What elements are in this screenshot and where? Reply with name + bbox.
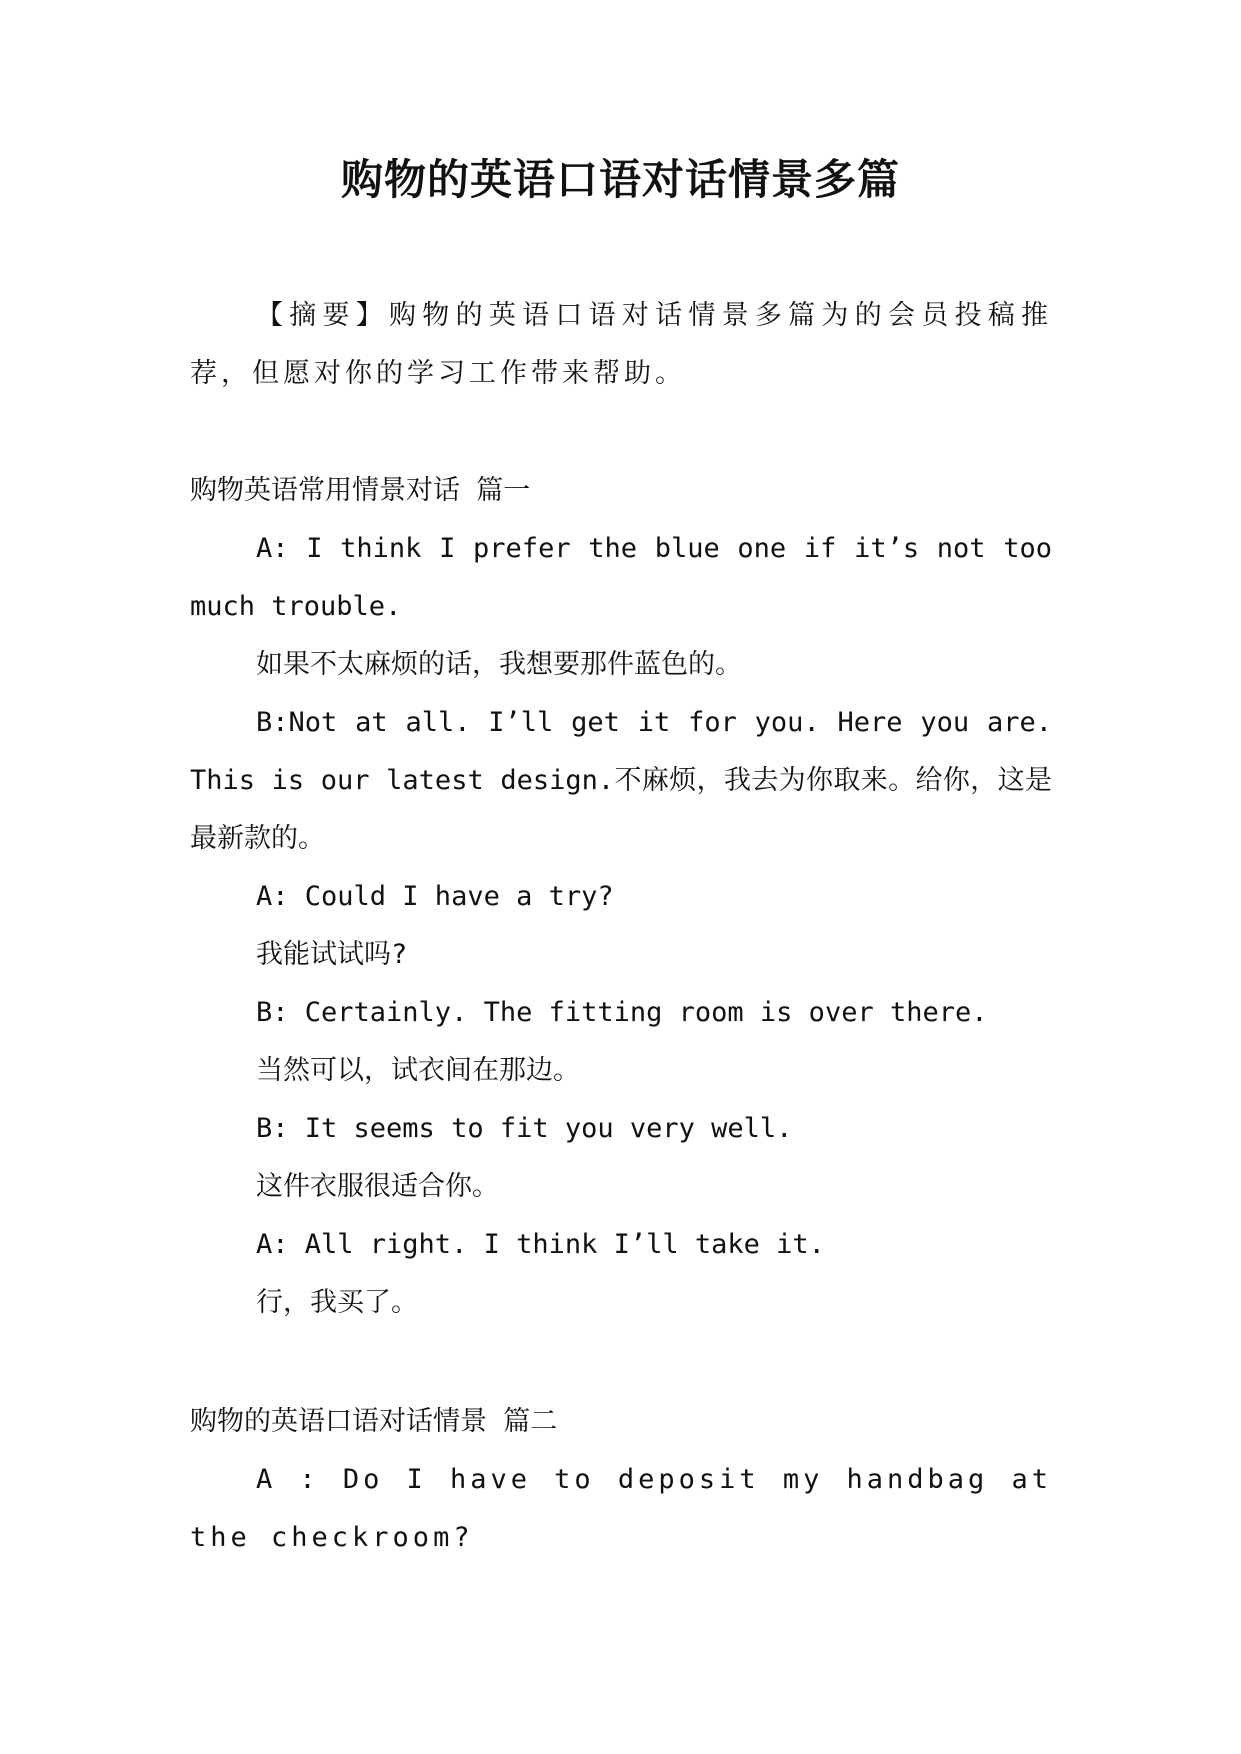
section-2-dialogue: [190, 1451, 1052, 1567]
dialogue-line: B: It seems to fit you very well.: [256, 1113, 793, 1144]
dialogue-line: B:Not at all. I’ll get it for you. Here you are. This is our latest design.不麻烦，我去为你取来。给你，这是最新款的。: [190, 707, 1052, 854]
section-2-heading: 购物的英语口语对话情景 篇二: [190, 1406, 558, 1437]
dialogue-line: 行，我买了。: [256, 1287, 418, 1318]
section-1-heading: 购物英语常用情景对话 篇一: [190, 475, 531, 506]
dialogue-line: B: Certainly. The fitting room is over there.: [256, 997, 988, 1028]
summary-paragraph: [190, 287, 1052, 403]
section-1: [190, 462, 1052, 520]
summary-text: 【摘要】购物的英语口语对话情景多篇为的会员投稿推荐，但愿对你的学习工作带来帮助。: [190, 300, 1052, 389]
document-title: 购物的英语口语对话情景多篇: [340, 155, 900, 204]
dialogue-line: 这件衣服很适合你。: [256, 1171, 499, 1202]
section-2: [190, 1393, 1052, 1451]
dialogue-line: A: I think I prefer the blue one if it’s not too much trouble.: [190, 533, 1052, 622]
dialogue-line: A : Do I have to deposit my handbag at the checkroom?: [190, 1464, 1052, 1553]
dialogue-line: 我能试试吗?: [256, 939, 408, 970]
section-1-dialogue: [190, 520, 1052, 1332]
dialogue-line: A: All right. I think I’ll take it.: [256, 1229, 825, 1260]
dialogue-line: 如果不太麻烦的话，我想要那件蓝色的。: [256, 649, 742, 680]
dialogue-line: 当然可以，试衣间在那边。: [256, 1055, 580, 1086]
dialogue-line: A: Could I have a try?: [256, 881, 614, 912]
